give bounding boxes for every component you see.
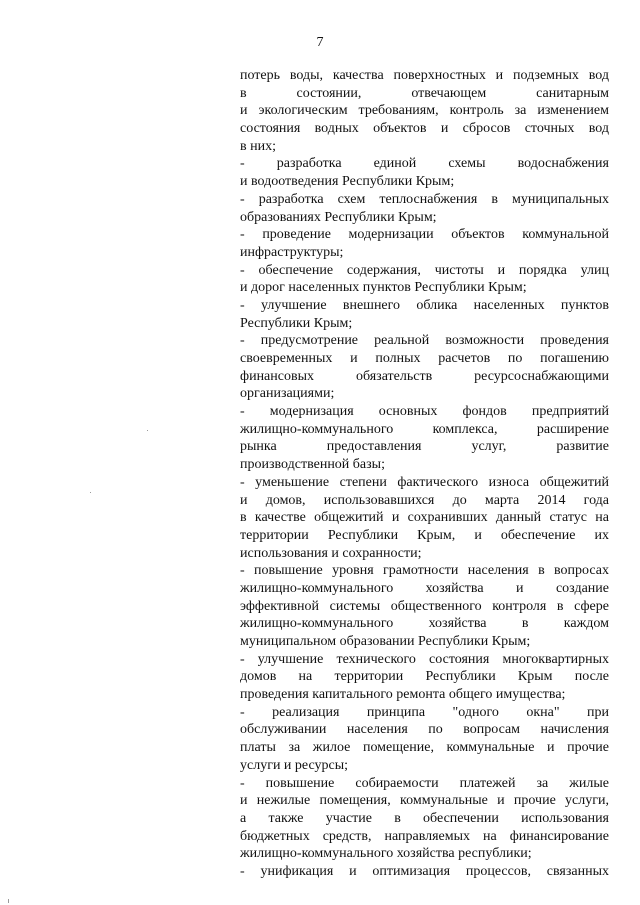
- text-line: а также участие в обеспечении использования: [240, 810, 609, 826]
- scan-speck: [147, 430, 148, 431]
- text-line: - повышение уровня грамотности населения в вопросах: [240, 563, 609, 579]
- text-line: - улучшение технического состояния многоквартирных: [240, 651, 609, 667]
- text-line: бюджетных средств, направляемых на финансирование: [240, 828, 609, 844]
- text-line: в них;: [240, 138, 276, 154]
- text-line: муниципальном образовании Республики Крым;: [240, 634, 531, 649]
- text-line: инфраструктуры;: [240, 244, 344, 260]
- text-line: использования и сохранности;: [240, 545, 422, 561]
- text-line: территории Республики Крым, и обеспечение их: [240, 527, 609, 543]
- text-line: эффективной системы общественного контроля в сфере: [240, 598, 609, 614]
- text-line: проведения капитального ремонта общего имущества;: [240, 687, 566, 703]
- text-line: жилищно-коммунального комплекса, расширение: [240, 421, 609, 437]
- scan-speck: [8, 899, 9, 903]
- text-line: обслуживании населения по вопросам начисления: [240, 722, 609, 738]
- text-line: - уменьшение степени фактического износа общежитий: [240, 474, 609, 490]
- text-line: производственной базы;: [240, 457, 385, 473]
- text-line: финансовых обязательств ресурсоснабжающими: [240, 368, 609, 384]
- text-line: жилищно-коммунального хозяйства и создание: [240, 580, 609, 596]
- text-line: - улучшение внешнего облика населенных пунктов: [240, 297, 609, 313]
- text-line: - унификация и оптимизация процессов, связанных: [240, 863, 609, 879]
- text-line: домов на территории Республики Крым после: [240, 669, 609, 685]
- text-line: жилищно-коммунального хозяйства республики;: [240, 846, 532, 862]
- text-line: и водоотведения Республики Крым;: [240, 174, 455, 190]
- text-line: состояния водных объектов и сбросов сточных вод: [240, 121, 609, 137]
- text-line: рынка предоставления услуг, развитие: [240, 439, 609, 455]
- text-line: Республики Крым;: [240, 315, 353, 331]
- text-line: потерь воды, качества поверхностных и подземных вод: [240, 68, 609, 83]
- text-line: - предусмотрение реальной возможности проведения: [240, 333, 609, 349]
- text-line: - разработка схем теплоснабжения в муниципальных: [240, 191, 609, 207]
- text-line: организациями;: [240, 386, 335, 402]
- text-line: - проведение модернизации объектов коммунальной: [240, 227, 609, 243]
- text-line: и дорог населенных пунктов Республики Крым;: [240, 280, 527, 296]
- text-line: образованиях Республики Крым;: [240, 209, 437, 225]
- text-line: - разработка единой схемы водоснабжения: [240, 156, 609, 172]
- page-number: 7: [316, 35, 324, 50]
- text-line: своевременных и полных расчетов по погашению: [240, 351, 609, 366]
- text-line: и нежилые помещения, коммунальные и прочие услуги,: [240, 793, 609, 809]
- text-line: жилищно-коммунального хозяйства в каждом: [240, 616, 609, 632]
- text-line: - реализация принципа "одного окна" при: [240, 704, 609, 720]
- text-line: в качестве общежитий и сохранивших данный статус на: [240, 510, 609, 526]
- scan-speck: [90, 492, 91, 493]
- body-text: [240, 67, 609, 881]
- text-line: - повышение собираемости платежей за жилые: [240, 775, 609, 791]
- text-line: - обеспечение содержания, чистоты и порядка улиц: [240, 262, 609, 278]
- text-line: услуги и ресурсы;: [240, 757, 349, 773]
- text-line: и экологическим требованиям, контроль за изменением: [240, 103, 609, 119]
- text-line: и домов, использовавшихся до марта 2014 года: [240, 492, 609, 508]
- text-line: в состоянии, отвечающем санитарным: [240, 85, 609, 101]
- text-line: - модернизация основных фондов предприятий: [240, 404, 609, 420]
- text-line: платы за жилое помещение, коммунальные и прочие: [240, 740, 609, 756]
